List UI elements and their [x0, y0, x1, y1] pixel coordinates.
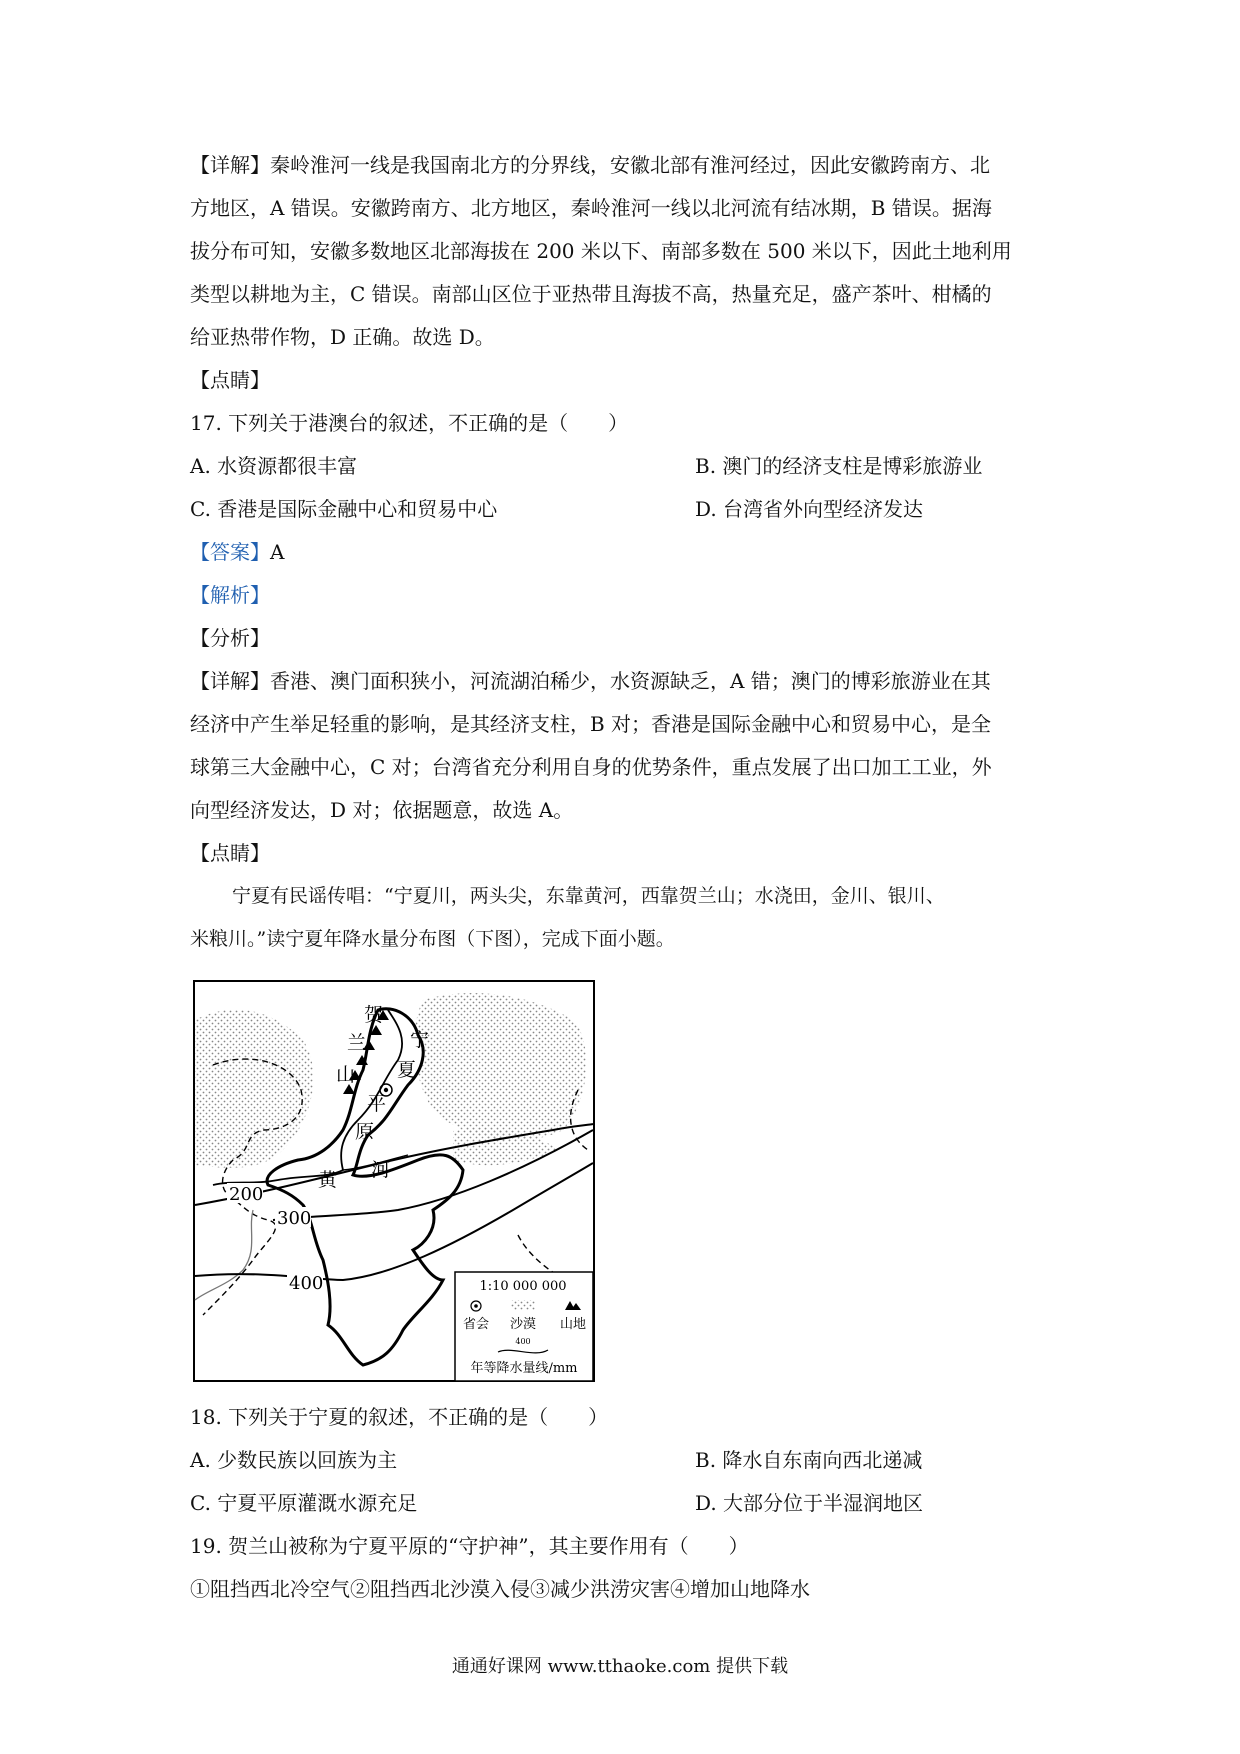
q18-stem: 18. 下列关于宁夏的叙述，不正确的是（ ） — [190, 1405, 609, 1429]
q17-stem: 17. 下列关于港澳台的叙述，不正确的是（ ） — [190, 411, 629, 435]
map-legend — [455, 1272, 593, 1381]
label-he: 贺 — [364, 1004, 384, 1026]
label-ping: 平 — [367, 1093, 387, 1115]
q18-option-d: D. 大部分位于半湿润地区 — [695, 1491, 924, 1515]
q16-detail-line-1: 【详解】秦岭淮河一线是我国南北方的分界线，安徽北部有淮河经过，因此安徽跨南方、北 — [190, 153, 990, 177]
q17-detail-line-3: 球第三大金融中心，C 对；台湾省充分利用自身的优势条件，重点发展了出口加工工业，外 — [190, 755, 992, 779]
q18-option-a: A. 少数民族以回族为主 — [190, 1448, 398, 1472]
label-ning: 宁 — [410, 1029, 430, 1051]
ningxia-precipitation-map — [193, 980, 595, 1382]
q18-option-c: C. 宁夏平原灌溉水源充足 — [190, 1491, 418, 1515]
q17-jiexi: 【解析】 — [190, 583, 270, 607]
q17-option-a: A. 水资源都很丰富 — [190, 454, 358, 478]
isohyet-label-400: 400 — [289, 1273, 324, 1294]
legend-scale: 1:10 000 000 — [479, 1279, 567, 1294]
legend-isohyet-caption: 年等降水量线/mm — [470, 1361, 578, 1376]
legend-capital-icon-dot — [474, 1304, 478, 1308]
q17-answer-value: A — [270, 540, 285, 564]
legend-isohyet-sample-value: 400 — [515, 1337, 531, 1346]
q17-answer-label: 【答案】 — [190, 540, 270, 564]
isohyet-label-200: 200 — [229, 1184, 264, 1205]
label-xia: 夏 — [397, 1059, 417, 1081]
q19-stem: 19. 贺兰山被称为宁夏平原的“守护神”，其主要作用有（ ） — [190, 1534, 749, 1558]
label-lan: 兰 — [347, 1032, 367, 1054]
page-footer: 通通好课网 www.tthaoke.com 提供下载 — [451, 1656, 789, 1677]
q17-fenxi: 【分析】 — [190, 626, 270, 650]
q17-option-b: B. 澳门的经济支柱是博彩旅游业 — [695, 454, 983, 478]
legend-desert-icon — [511, 1300, 535, 1310]
legend-mountain-label: 山地 — [559, 1317, 587, 1332]
q19-items: ①阻挡西北冷空气②阻挡西北沙漠入侵③减少洪涝灾害④增加山地降水 — [190, 1577, 810, 1601]
legend-capital-label: 省会 — [462, 1317, 490, 1332]
intro-line-2: 米粮川。”读宁夏年降水量分布图（下图），完成下面小题。 — [190, 928, 675, 950]
q17-detail-line-2: 经济中产生举足轻重的影响，是其经济支柱，B 对；香港是国际金融中心和贸易中心，是全 — [190, 712, 992, 736]
q17-option-d: D. 台湾省外向型经济发达 — [695, 497, 924, 521]
intro-line-1: 宁夏有民谣传唱：“宁夏川，两头尖，东靠黄河，西靠贺兰山；水浇田，金川、银川、 — [232, 885, 945, 907]
q16-detail-line-3: 拔分布可知，安徽多数地区北部海拔在 200 米以下、南部多数在 500 米以下，因此土地利用 — [190, 239, 1012, 263]
q17-option-c: C. 香港是国际金融中心和贸易中心 — [190, 497, 498, 521]
legend-desert-label: 沙漠 — [509, 1317, 537, 1332]
label-huang: 黄 — [318, 1169, 338, 1191]
q17-detail-line-4: 向型经济发达，D 对；依据题意，故选 A。 — [190, 798, 574, 822]
q16-detail-line-2: 方地区，A 错误。安徽跨南方、北方地区，秦岭淮河一线以北河流有结冰期，B 错误。据海 — [190, 196, 992, 220]
q17-dianjing: 【点睛】 — [190, 841, 270, 865]
q17-answer — [190, 538, 284, 566]
label-yuan: 原 — [355, 1121, 375, 1143]
q16-dianjing: 【点睛】 — [190, 368, 270, 392]
label-shan: 山 — [336, 1064, 356, 1086]
label-river: 河 — [371, 1159, 391, 1181]
q18-option-b: B. 降水自东南向西北递减 — [695, 1448, 923, 1472]
q17-detail-line-1: 【详解】香港、澳门面积狭小，河流湖泊稀少，水资源缺乏，A 错；澳门的博彩旅游业在其 — [190, 669, 991, 693]
q16-detail-line-4: 类型以耕地为主，C 错误。南部山区位于亚热带且海拔不高，热量充足，盛产茶叶、柑橘的 — [190, 282, 992, 306]
isohyet-label-300: 300 — [277, 1208, 312, 1229]
q16-detail-line-5: 给亚热带作物，D 正确。故选 D。 — [190, 325, 495, 349]
